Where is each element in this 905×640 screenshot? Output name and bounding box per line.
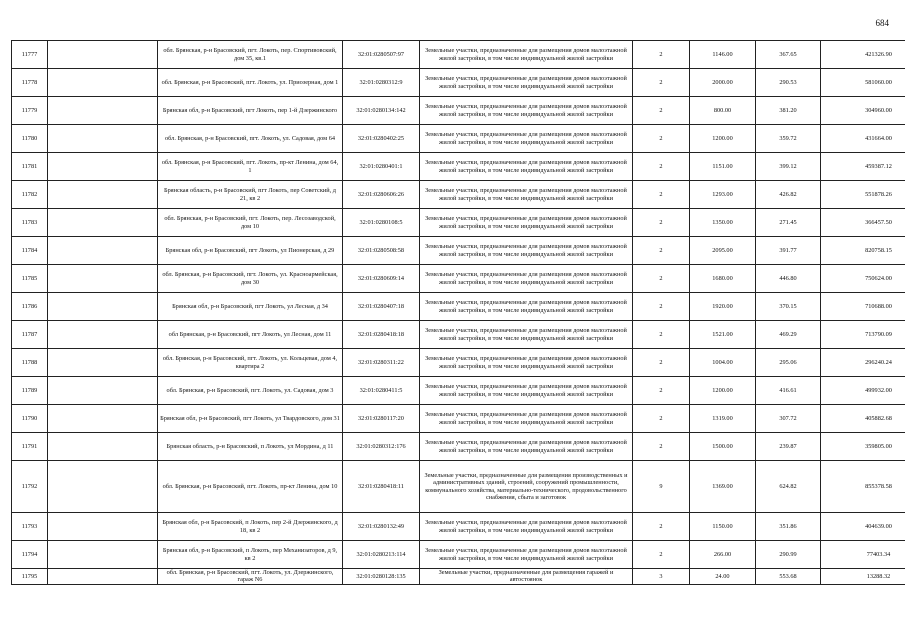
unit-value-cell: 370.15 <box>756 293 821 321</box>
group-code-cell: 2 <box>633 41 690 69</box>
table-row <box>12 293 905 321</box>
unit-value-cell: 359.72 <box>756 125 821 153</box>
row-number-cell: 11778 <box>12 69 48 97</box>
row-number-cell: 11792 <box>12 461 48 513</box>
table-row <box>12 461 905 513</box>
unit-value-cell: 367.65 <box>756 41 821 69</box>
row-number-cell: 11779 <box>12 97 48 125</box>
address-cell: обл. Брянская, р-н Брасовский, пгт. Локоть, ул. Дзержинского, гараж N6 <box>158 569 343 585</box>
address-cell: обл. Брянская, р-н Брасовский, пгт. Локоть, пер. Лесозаводской, дом 10 <box>158 209 343 237</box>
unit-value-cell: 469.29 <box>756 321 821 349</box>
row-number-cell: 11784 <box>12 237 48 265</box>
area-cell: 1004.00 <box>690 349 756 377</box>
table-row <box>12 433 905 461</box>
land-use-cell: Земельные участки, предназначенные для размещения домов малоэтажной жилой застройки, в том числе индивидуальной жилой застройки <box>420 377 633 405</box>
area-cell: 266.00 <box>690 541 756 569</box>
cadastral-value-cell: 499932.00 <box>821 377 905 405</box>
row-number-cell: 11785 <box>12 265 48 293</box>
address-cell: обл. Брянская, р-н Брасовский, пгт. Локоть, ул. Приозерная, дом 1 <box>158 69 343 97</box>
area-cell: 2000.00 <box>690 69 756 97</box>
address-cell: Брянская область, р-н Брасовский, п Локоть, ул Мордина, д 11 <box>158 433 343 461</box>
table-row <box>12 513 905 541</box>
row-number-cell: 11783 <box>12 209 48 237</box>
area-cell: 1680.00 <box>690 265 756 293</box>
land-use-cell: Земельные участки, предназначенные для размещения домов малоэтажной жилой застройки, в том числе индивидуальной жилой застройки <box>420 321 633 349</box>
table-row <box>12 569 905 585</box>
table-row <box>12 321 905 349</box>
area-cell: 1500.00 <box>690 433 756 461</box>
unit-value-cell: 624.82 <box>756 461 821 513</box>
group-code-cell: 2 <box>633 293 690 321</box>
row-number-cell: 11782 <box>12 181 48 209</box>
table-row <box>12 69 905 97</box>
land-use-cell: Земельные участки, предназначенные для размещения домов малоэтажной жилой застройки, в том числе индивидуальной жилой застройки <box>420 181 633 209</box>
table-body <box>12 41 905 585</box>
address-cell: Брянская обл, р-н Брасовский, п Локоть, пер 2-й Дзержинского, д 18, кв 2 <box>158 513 343 541</box>
address-cell: Брянская обл, р-н Брасовский, п Локоть, пер Механизаторов, д 9, кв 2 <box>158 541 343 569</box>
table-row <box>12 405 905 433</box>
address-cell: Брянская обл, р-н Брасовский, пгт Локоть, ул Твардовского, дом 31 <box>158 405 343 433</box>
cadastral-number-cell: 32:01:0280311:22 <box>343 349 420 377</box>
unit-value-cell: 426.82 <box>756 181 821 209</box>
empty-cell <box>48 265 158 293</box>
empty-cell <box>48 405 158 433</box>
group-code-cell: 2 <box>633 153 690 181</box>
land-use-cell: Земельные участки, предназначенные для размещения производственных и административных зданий, строений, сооружений промышленности, коммунального хозяйства, материально-технического, продовольственного снабжения, сбыта и заготовок <box>420 461 633 513</box>
address-cell: обл. Брянская, р-н Брасовский, пгт. Локоть, пер. Спортивовский, дом 35, кв.1 <box>158 41 343 69</box>
row-number-cell: 11777 <box>12 41 48 69</box>
group-code-cell: 2 <box>633 405 690 433</box>
cadastral-number-cell: 32:01:0280606:26 <box>343 181 420 209</box>
group-code-cell: 2 <box>633 125 690 153</box>
cadastral-value-cell: 431664.00 <box>821 125 905 153</box>
cadastral-value-cell: 855378.58 <box>821 461 905 513</box>
cadastral-number-cell: 32:01:0280108:5 <box>343 209 420 237</box>
cadastral-number-cell: 32:01:0280132:49 <box>343 513 420 541</box>
group-code-cell: 2 <box>633 265 690 293</box>
cadastral-value-cell: 750624.00 <box>821 265 905 293</box>
group-code-cell: 2 <box>633 237 690 265</box>
cadastral-value-cell: 713790.09 <box>821 321 905 349</box>
empty-cell <box>48 433 158 461</box>
empty-cell <box>48 209 158 237</box>
cadastral-number-cell: 32:01:0280411:5 <box>343 377 420 405</box>
row-number-cell: 11793 <box>12 513 48 541</box>
address-cell: обл. Брянская, р-н Брасовский, пгт. Локоть, ул. Садовая, дом 64 <box>158 125 343 153</box>
group-code-cell: 2 <box>633 377 690 405</box>
group-code-cell: 2 <box>633 97 690 125</box>
cadastral-value-cell: 77403.34 <box>821 541 905 569</box>
area-cell: 2095.00 <box>690 237 756 265</box>
land-use-cell: Земельные участки, предназначенные для размещения домов малоэтажной жилой застройки, в том числе индивидуальной жилой застройки <box>420 265 633 293</box>
empty-cell <box>48 541 158 569</box>
address-cell: Брянская обл, р-н Брасовский, пгт Локоть, ул Лесная, д 34 <box>158 293 343 321</box>
area-cell: 1369.00 <box>690 461 756 513</box>
row-number-cell: 11791 <box>12 433 48 461</box>
address-cell: обл. Брянская, р-н Брасовский, пгт. Локоть, пр-кт Ленина, дом 10 <box>158 461 343 513</box>
row-number-cell: 11787 <box>12 321 48 349</box>
table-row <box>12 377 905 405</box>
table-row <box>12 153 905 181</box>
area-cell: 1146.00 <box>690 41 756 69</box>
cadastral-value-cell: 459387.12 <box>821 153 905 181</box>
page-number: 684 <box>875 18 889 28</box>
unit-value-cell: 295.06 <box>756 349 821 377</box>
cadastral-number-cell: 32:01:0280407:18 <box>343 293 420 321</box>
unit-value-cell: 290.99 <box>756 541 821 569</box>
table-row <box>12 349 905 377</box>
area-cell: 24.00 <box>690 569 756 585</box>
cadastral-number-cell: 32:01:0280117:20 <box>343 405 420 433</box>
cadastral-value-table <box>11 40 905 585</box>
cadastral-value-cell: 405882.68 <box>821 405 905 433</box>
land-use-cell: Земельные участки, предназначенные для размещения домов малоэтажной жилой застройки, в том числе индивидуальной жилой застройки <box>420 153 633 181</box>
cadastral-number-cell: 32:01:0280312:9 <box>343 69 420 97</box>
land-use-cell: Земельные участки, предназначенные для размещения домов малоэтажной жилой застройки, в том числе индивидуальной жилой застройки <box>420 405 633 433</box>
land-use-cell: Земельные участки, предназначенные для размещения домов малоэтажной жилой застройки, в том числе индивидуальной жилой застройки <box>420 97 633 125</box>
area-cell: 1350.00 <box>690 209 756 237</box>
unit-value-cell: 446.80 <box>756 265 821 293</box>
unit-value-cell: 553.68 <box>756 569 821 585</box>
area-cell: 800.00 <box>690 97 756 125</box>
area-cell: 1293.00 <box>690 181 756 209</box>
group-code-cell: 2 <box>633 433 690 461</box>
unit-value-cell: 391.77 <box>756 237 821 265</box>
cadastral-number-cell: 32:01:0280312:176 <box>343 433 420 461</box>
table-row <box>12 265 905 293</box>
cadastral-number-cell: 32:01:0280418:11 <box>343 461 420 513</box>
address-cell: обл. Брянская, р-н Брасовский, пгт. Локоть, ул. Кольцевая, дом 4, квартира 2 <box>158 349 343 377</box>
empty-cell <box>48 349 158 377</box>
group-code-cell: 3 <box>633 569 690 585</box>
cadastral-number-cell: 32:01:0280128:135 <box>343 569 420 585</box>
group-code-cell: 2 <box>633 513 690 541</box>
address-cell: обл. Брянская, р-н Брасовский, пгт. Локоть, пр-кт Ленина, дом 64, 1 <box>158 153 343 181</box>
group-code-cell: 2 <box>633 69 690 97</box>
unit-value-cell: 351.86 <box>756 513 821 541</box>
land-use-cell: Земельные участки, предназначенные для размещения домов малоэтажной жилой застройки, в том числе индивидуальной жилой застройки <box>420 41 633 69</box>
empty-cell <box>48 97 158 125</box>
land-use-cell: Земельные участки, предназначенные для размещения домов малоэтажной жилой застройки, в том числе индивидуальной жилой застройки <box>420 209 633 237</box>
land-use-cell: Земельные участки, предназначенные для размещения домов малоэтажной жилой застройки, в том числе индивидуальной жилой застройки <box>420 237 633 265</box>
land-use-cell: Земельные участки, предназначенные для размещения домов малоэтажной жилой застройки, в том числе индивидуальной жилой застройки <box>420 69 633 97</box>
unit-value-cell: 381.20 <box>756 97 821 125</box>
group-code-cell: 2 <box>633 181 690 209</box>
group-code-cell: 2 <box>633 209 690 237</box>
unit-value-cell: 399.12 <box>756 153 821 181</box>
cadastral-number-cell: 32:01:0280609:14 <box>343 265 420 293</box>
group-code-cell: 2 <box>633 541 690 569</box>
cadastral-number-cell: 32:01:0280508:58 <box>343 237 420 265</box>
land-use-cell: Земельные участки, предназначенные для размещения домов малоэтажной жилой застройки, в том числе индивидуальной жилой застройки <box>420 349 633 377</box>
unit-value-cell: 239.87 <box>756 433 821 461</box>
table-row <box>12 209 905 237</box>
empty-cell <box>48 41 158 69</box>
area-cell: 1200.00 <box>690 377 756 405</box>
land-use-cell: Земельные участки, предназначенные для размещения домов малоэтажной жилой застройки, в том числе индивидуальной жилой застройки <box>420 293 633 321</box>
cadastral-value-cell: 421326.90 <box>821 41 905 69</box>
cadastral-number-cell: 32:01:0280134:142 <box>343 97 420 125</box>
row-number-cell: 11795 <box>12 569 48 585</box>
cadastral-value-cell: 820758.15 <box>821 237 905 265</box>
empty-cell <box>48 569 158 585</box>
cadastral-value-cell: 359805.00 <box>821 433 905 461</box>
cadastral-value-cell: 710688.00 <box>821 293 905 321</box>
empty-cell <box>48 181 158 209</box>
row-number-cell: 11794 <box>12 541 48 569</box>
land-use-cell: Земельные участки, предназначенные для размещения домов малоэтажной жилой застройки, в том числе индивидуальной жилой застройки <box>420 433 633 461</box>
group-code-cell: 2 <box>633 349 690 377</box>
table-row <box>12 125 905 153</box>
empty-cell <box>48 293 158 321</box>
address-cell: обл. Брянская, р-н Брасовский, пгт. Локоть, ул. Садовая, дом 3 <box>158 377 343 405</box>
empty-cell <box>48 125 158 153</box>
empty-cell <box>48 321 158 349</box>
cadastral-value-cell: 404639.00 <box>821 513 905 541</box>
area-cell: 1200.00 <box>690 125 756 153</box>
table-row <box>12 97 905 125</box>
empty-cell <box>48 513 158 541</box>
cadastral-value-cell: 551878.26 <box>821 181 905 209</box>
cadastral-value-cell: 304960.00 <box>821 97 905 125</box>
cadastral-number-cell: 32:01:0280401:1 <box>343 153 420 181</box>
group-code-cell: 2 <box>633 321 690 349</box>
area-cell: 1150.00 <box>690 513 756 541</box>
row-number-cell: 11781 <box>12 153 48 181</box>
land-use-cell: Земельные участки, предназначенные для размещения домов малоэтажной жилой застройки, в том числе индивидуальной жилой застройки <box>420 513 633 541</box>
land-use-cell: Земельные участки, предназначенные для размещения домов малоэтажной жилой застройки, в том числе индивидуальной жилой застройки <box>420 125 633 153</box>
cadastral-value-cell: 296240.24 <box>821 349 905 377</box>
cadastral-number-cell: 32:01:0280213:114 <box>343 541 420 569</box>
address-cell: обл Брянская, р-н Брасовский, пгт Локоть, ул Лесная, дом 11 <box>158 321 343 349</box>
area-cell: 1920.00 <box>690 293 756 321</box>
address-cell: Брянская область, р-н Брасовский, пгт Локоть, пер Советский, д 21, кв 2 <box>158 181 343 209</box>
row-number-cell: 11780 <box>12 125 48 153</box>
row-number-cell: 11789 <box>12 377 48 405</box>
land-use-cell: Земельные участки, предназначенные для размещения гаражей и автостоянок <box>420 569 633 585</box>
land-use-cell: Земельные участки, предназначенные для размещения домов малоэтажной жилой застройки, в том числе индивидуальной жилой застройки <box>420 541 633 569</box>
area-cell: 1319.00 <box>690 405 756 433</box>
empty-cell <box>48 69 158 97</box>
cadastral-value-cell: 13288.32 <box>821 569 905 585</box>
address-cell: Брянская обл, р-н Брасовский, пгт Локоть, ул Пионерская, д 29 <box>158 237 343 265</box>
table-row <box>12 41 905 69</box>
unit-value-cell: 307.72 <box>756 405 821 433</box>
address-cell: обл. Брянская, р-н Брасовский, пгт. Локоть, ул. Красноармейская, дом 30 <box>158 265 343 293</box>
row-number-cell: 11790 <box>12 405 48 433</box>
group-code-cell: 9 <box>633 461 690 513</box>
cadastral-number-cell: 32:01:0280418:18 <box>343 321 420 349</box>
unit-value-cell: 416.61 <box>756 377 821 405</box>
empty-cell <box>48 377 158 405</box>
address-cell: Брянская обл, р-н Брасовский, пгт Локоть, пер 1-й Дзержинского <box>158 97 343 125</box>
table-row <box>12 181 905 209</box>
unit-value-cell: 290.53 <box>756 69 821 97</box>
table-row <box>12 237 905 265</box>
area-cell: 1521.00 <box>690 321 756 349</box>
empty-cell <box>48 237 158 265</box>
cadastral-value-cell: 581060.00 <box>821 69 905 97</box>
empty-cell <box>48 461 158 513</box>
row-number-cell: 11786 <box>12 293 48 321</box>
cadastral-value-cell: 366457.50 <box>821 209 905 237</box>
cadastral-number-cell: 32:01:0280402:25 <box>343 125 420 153</box>
row-number-cell: 11788 <box>12 349 48 377</box>
empty-cell <box>48 153 158 181</box>
table-row <box>12 541 905 569</box>
unit-value-cell: 271.45 <box>756 209 821 237</box>
area-cell: 1151.00 <box>690 153 756 181</box>
cadastral-number-cell: 32:01:0280507:97 <box>343 41 420 69</box>
